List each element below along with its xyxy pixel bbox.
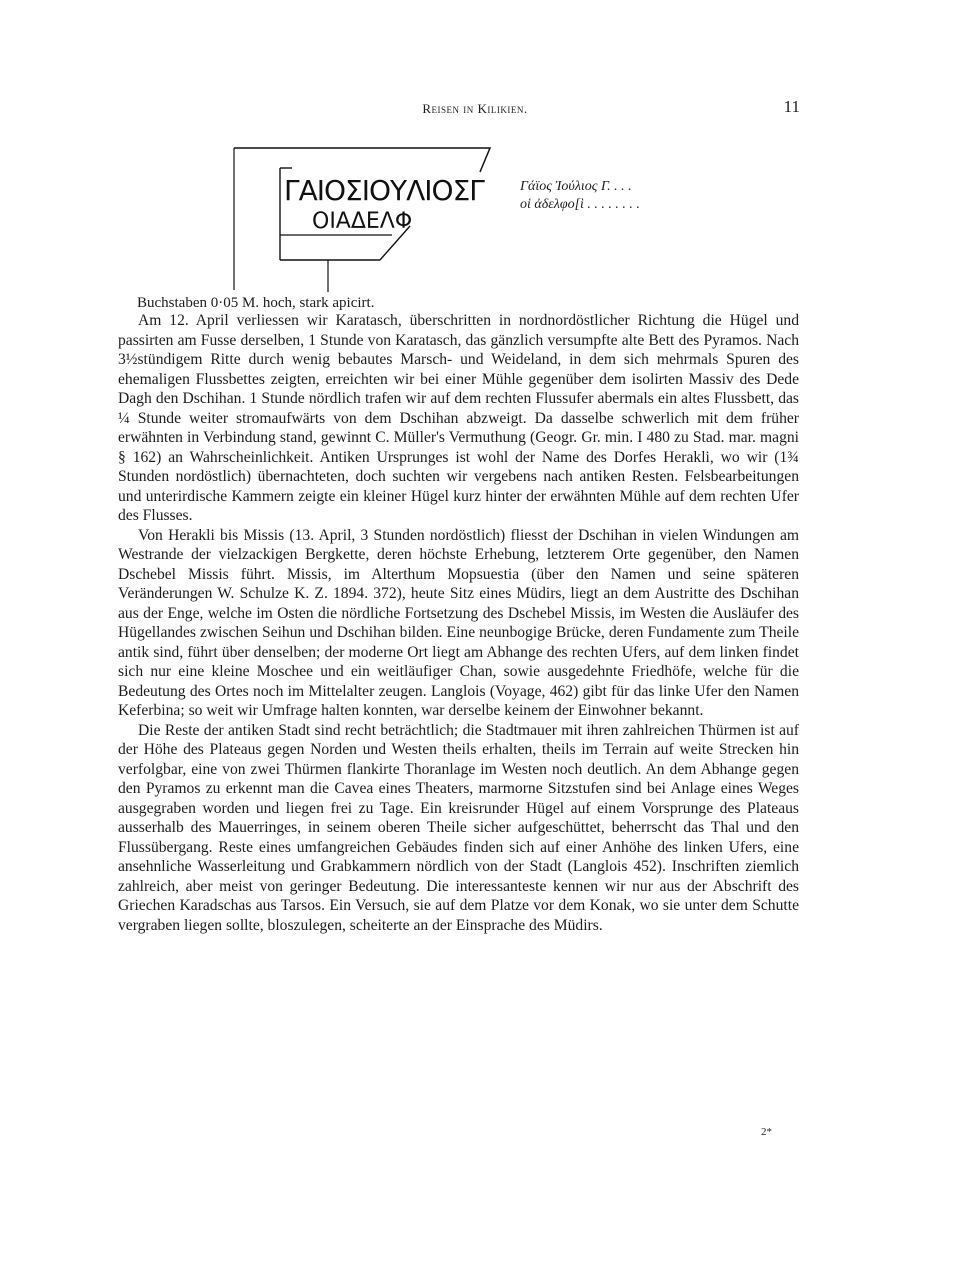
transcription-line-1: Γάϊος Ἰούλιος Γ. . . . xyxy=(520,179,632,194)
inscription-line-2: ΟΙΑΔΕΛΦ xyxy=(312,209,413,234)
paragraph: Die Reste der antiken Stadt sind recht beträchtlich; die Stadtmauer mit ihren zahlreichen Thürmen ist auf der Höhe des Plateaus gegen Norden und Westen theils erhalten, theils im Terrain auf weite Strecken hin verfolgbar, eine von zwei Thürmen flankirte Thoranlage im Westen noch deutlich. An dem Abhange gegen den Pyramos zu erkennt man die Cavea eines Theaters, marmorne Sitzstufen sind bei Anlage eines Weges ausgegraben worden und liegen frei zu Tage. Ein kreisrunder Hügel auf einem Vorsprunge des Plateaus ausserhalb des Mauerringes, in seinem oberen Theile sicher aufgeschüttet, beherrscht das Thal und den Flussübergang. Reste eines umfangreichen Gebäudes finden sich auf einer Anhöhe des linken Ufers, eine ansehnliche Wasserleitung und Grabkammern nördlich von der Stadt (Langlois 452). Inschriften ziemlich zahlreich, aber meist von geringer Bedeutung. Die interessanteste kennen wir nur aus der Abschrift des Griechen Karadschas aus Tarsos. Ein Versuch, sie auf dem Platze vor dem Konak, wo sie unter dem Schutte vergraben liegen sollte, bloszulegen, scheiterte an der Einsprache des Müdirs. xyxy=(118,721,799,934)
paragraph: Von Herakli bis Missis (13. April, 3 Stunden nordöstlich) fliesst der Dschihan in vielen Windungen am Westrande der vielzackigen Bergkette, deren höchste Erhebung, letzterem Orte gegenüber, den Namen Dschebel Missis führt. Missis, im Alterthum Mopsuestia (über den Namen und seine späteren Veränderungen W. Schulze K. Z. 1894. 372), heute Sitz eines Müdirs, liegt an dem Austritte des Dschihan aus der Enge, welche im Osten die nördliche Fortsetzung des Dschebel Missis, im Westen die Ausläufer des Hügellandes zwischen Seihun und Dschihan bilden. Eine neunbogige Brücke, deren Fundamente zum Theile antik sind, führt über denselben; der moderne Ort liegt am Abhange des rechten Ufers, auf dem linken findet sich nur eine kleine Moschee und ein weitläufiger Chan, sowie ausgedehnte Friedhöfe, welche für die Bedeutung des Ortes noch im Mittelalter zeugen. Langlois (Voyage, 462) gibt für das linke Ufer den Namen Keferbina; so weit wir Umfrage halten konnten, war derselbe keinem der Einwohner bekannt. xyxy=(118,526,799,719)
inscription-drawing xyxy=(232,140,492,292)
inscription-caption: Buchstaben 0·05 M. hoch, stark apicirt. xyxy=(137,295,375,311)
page-number: 11 xyxy=(783,97,800,116)
transcription-line-2: οἱ ἀδελφο[ὶ . . . . . . . . xyxy=(520,197,640,212)
transcription xyxy=(520,178,640,214)
signature-mark: 2* xyxy=(761,1126,772,1138)
running-header xyxy=(150,97,800,125)
inscription-line-1: ΓΑΙΟΣΙΟΥΛΙΟΣΓ xyxy=(284,174,484,207)
paragraph: Am 12. April verliessen wir Karatasch, überschritten in nordnordöstlicher Richtung die Hügel und passirten am Fusse derselben, 1 Stunde von Karatasch, das gänzlich versumpfte alte Bett des Pyramos. Nach 3½stündigem Ritte durch wenig bebautes Marsch- und Weideland, in dem sich mehrmals Spuren des ehemaligen Flussbettes zeigten, erreichten wir bei einer Mühle gegenüber dem isolirten Massiv des Dede Dagh den Dschihan. 1 Stunde nördlich trafen wir auf dem rechten Flussufer abermals ein altes Flussbett, das ¼ Stunde weiter stromaufwärts von dem Dschihan abzweigt. Da dasselbe schwerlich mit dem früher erwähnten in Verbindung stand, gewinnt C. Müller's Vermuthung (Geogr. Gr. min. I 480 zu Stad. mar. magni § 162) an Wahrscheinlichkeit. Antiken Ursprunges ist wohl der Name des Dorfes Herakli, wo wir (1¾ Stunden nordöstlich) übernachteten, doch suchten wir vergebens nach antiken Resten. Felsbearbeitungen und unterirdische Kammern zeigte ein kleiner Hügel kurz hinter der erwähnten Mühle auf dem rechten Ufer des Flusses. xyxy=(118,312,799,524)
inscription-svg xyxy=(232,140,492,292)
running-title: Reisen in Kilikien. xyxy=(422,101,528,116)
body-text xyxy=(118,311,799,935)
stone-outline-top xyxy=(234,148,490,172)
